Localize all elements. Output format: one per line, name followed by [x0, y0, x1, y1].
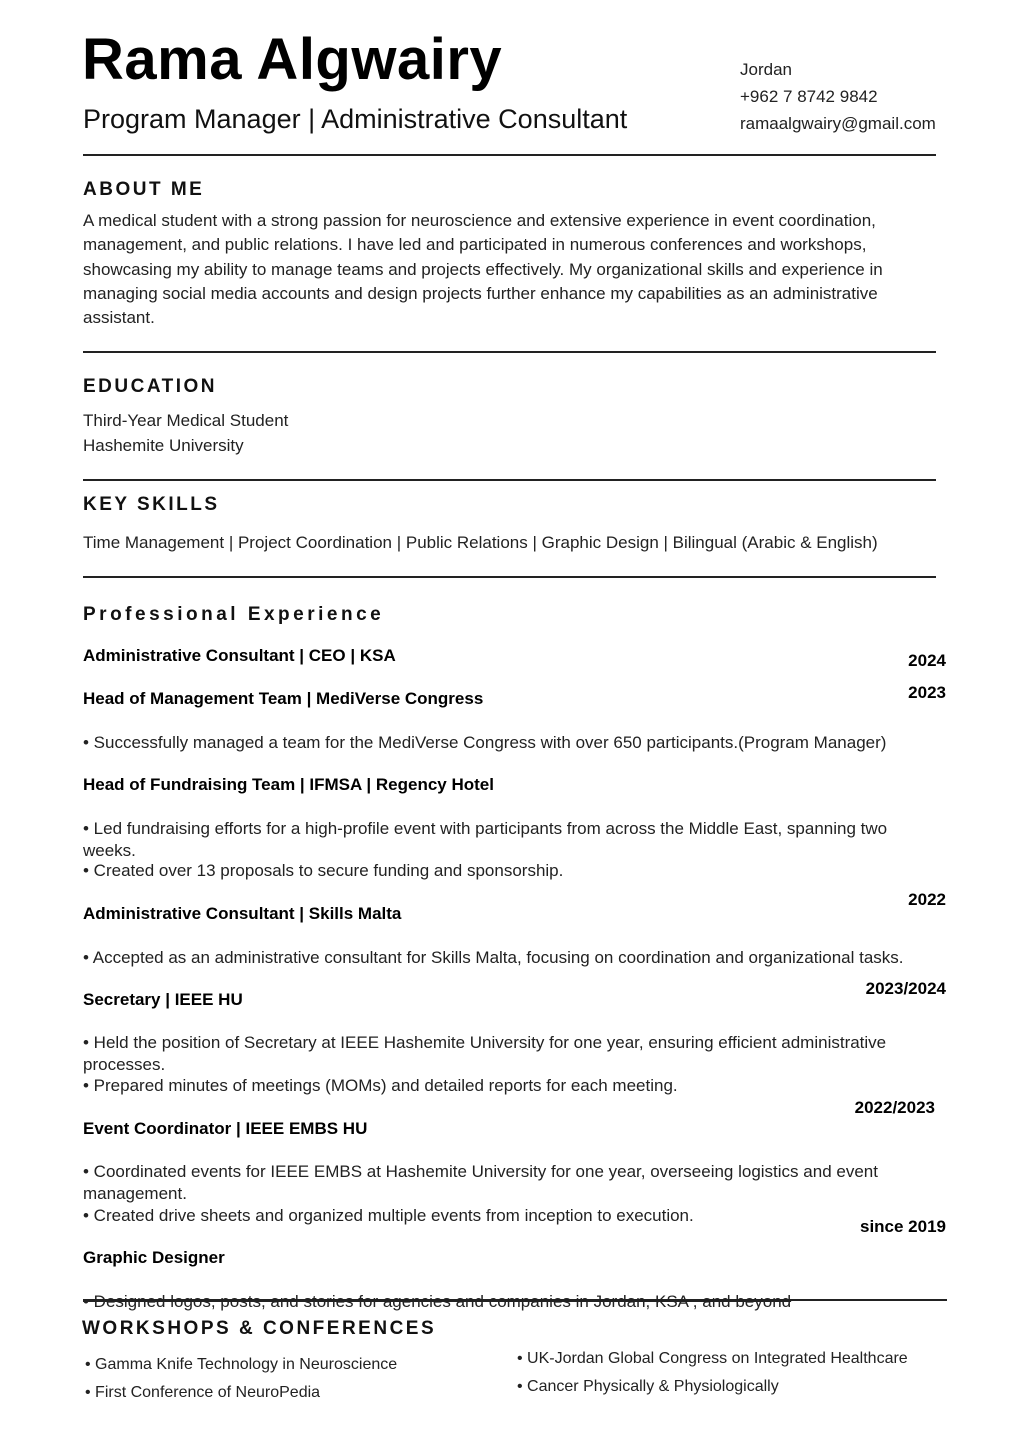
about-line: managing social media accounts and design projects further enhance my capabilities as an administrative	[83, 283, 878, 303]
divider	[83, 351, 936, 353]
job-date: 2022/2023	[854, 1098, 935, 1117]
job-title: Administrative Consultant | CEO | KSA	[83, 646, 396, 665]
education-heading: EDUCATION	[83, 376, 218, 397]
workshops-heading: WORKSHOPS & CONFERENCES	[82, 1318, 437, 1339]
job-bullet: • Led fundraising efforts for a high-profile event with participants from across the Middle East, spanning two weeks.	[83, 819, 888, 860]
contact-email[interactable]: ramaalgwairy@gmail.com	[740, 114, 936, 133]
job-date: 2023/2024	[865, 979, 946, 998]
job-title: Secretary | IEEE HU	[83, 990, 243, 1009]
contact-phone: +962 7 8742 9842	[740, 87, 878, 106]
divider	[83, 1299, 947, 1301]
job-date: since 2019	[859, 1217, 946, 1236]
job-bullet: • Created drive sheets and organized multiple events from inception to execution.	[83, 1206, 694, 1225]
about-line: showcasing my ability to manage teams and projects effectively. My organizational skills and experience in	[83, 259, 883, 279]
job-title: Head of Fundraising Team | IFMSA | Regency Hotel	[83, 775, 494, 794]
job-date: 2024	[908, 651, 946, 670]
experience-heading: Professional Experience	[83, 604, 385, 625]
job-bullet: • Accepted as an administrative consultant for Skills Malta, focusing on coordination and organizational tasks.	[83, 948, 904, 967]
job-bullet: • Prepared minutes of meetings (MOMs) and detailed reports for each meeting.	[83, 1076, 678, 1095]
professional-title: Program Manager | Administrative Consultant	[83, 104, 628, 134]
skills-heading: KEY SKILLS	[83, 494, 220, 515]
job-title: Graphic Designer	[83, 1248, 225, 1267]
workshop-item: • Gamma Knife Technology in Neuroscience	[85, 1356, 398, 1373]
workshop-item: • First Conference of NeuroPedia	[85, 1384, 321, 1401]
job-bullet: • Coordinated events for IEEE EMBS at Hashemite University for one year, overseeing logistics and event management.	[83, 1162, 878, 1203]
job-bullet: • Held the position of Secretary at IEEE Hashemite University for one year, ensuring efficient administrative processes.	[83, 1033, 887, 1074]
job-title: Event Coordinator | IEEE EMBS HU	[83, 1119, 368, 1138]
job-bullet: • Designed logos, posts, and stories for agencies and companies in Jordan, KSA , and beyond	[83, 1292, 792, 1311]
skills-list: Time Management | Project Coordination | Public Relations | Graphic Design | Bilingual (Arabic & English)	[83, 533, 878, 552]
divider	[83, 576, 936, 578]
about-line: A medical student with a strong passion for neuroscience and extensive experience in event coordination,	[83, 211, 876, 230]
education-degree: Third-Year Medical Student	[83, 411, 289, 430]
divider	[83, 479, 936, 481]
job-title: Head of Management Team | MediVerse Congress	[83, 689, 484, 708]
about-paragraph	[83, 209, 943, 330]
education-school: Hashemite University	[83, 436, 244, 455]
workshop-item: • Cancer Physically & Physiologically	[517, 1378, 779, 1395]
about-line: management, and public relations. I have led and participated in numerous conferences and workshops,	[83, 235, 867, 255]
divider	[83, 154, 936, 156]
job-date: 2023	[908, 683, 946, 702]
job-bullet: • Successfully managed a team for the MediVerse Congress with over 650 participants.(Program Manager)	[83, 733, 887, 752]
job-bullet: • Created over 13 proposals to secure funding and sponsorship.	[83, 861, 564, 880]
about-line: assistant.	[83, 308, 155, 328]
job-title: Administrative Consultant | Skills Malta	[83, 904, 402, 923]
contact-location: Jordan	[740, 60, 792, 79]
about-heading: ABOUT ME	[83, 179, 205, 200]
job-date: 2022	[908, 890, 946, 909]
candidate-name: Rama Algwairy	[82, 27, 503, 92]
workshop-item: • UK-Jordan Global Congress on Integrated Healthcare	[517, 1350, 908, 1367]
